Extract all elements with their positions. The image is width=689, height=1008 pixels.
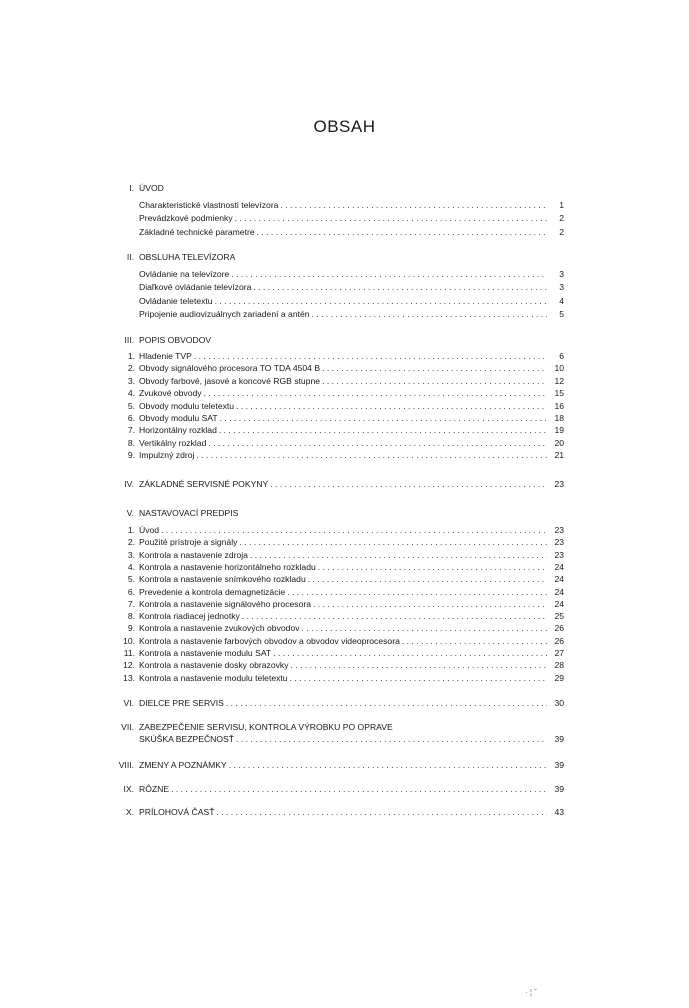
entry-number: 6.: [127, 586, 135, 597]
toc-entry: [0, 424, 689, 436]
entry-page-number: 26: [554, 623, 564, 634]
section-page-number: 39: [554, 784, 564, 794]
entry-number: 11.: [123, 648, 135, 658]
leader-dots: [220, 412, 547, 424]
leader-dots: [215, 295, 547, 307]
section-label-continued: SKÚŠKA BEZPEČNOSŤ: [139, 734, 235, 744]
section-label-text: RÔZNE: [139, 784, 170, 794]
section-number: VIII.: [118, 760, 134, 770]
section-label-text: ZMENY A POZNÁMKY: [139, 760, 227, 770]
leader-dots: [226, 697, 547, 709]
section-label: [139, 697, 547, 709]
entry-title: Kontrola a nastavenie zdroja: [139, 549, 248, 560]
leader-dots: [287, 586, 547, 598]
entry-page-number: 2: [559, 226, 564, 237]
entry-number: 8.: [127, 437, 135, 448]
toc-entry: [0, 350, 689, 362]
toc-entry: [0, 437, 689, 449]
leader-dots: [312, 308, 547, 320]
leader-dots: [318, 561, 547, 573]
section-page-number: 43: [554, 807, 564, 817]
entry-number: 5.: [127, 400, 135, 411]
entry-page-number: 20: [554, 437, 564, 448]
entry-title: Prevádzkové podmienky: [139, 213, 233, 224]
entry-page-number: 18: [554, 413, 564, 423]
entry-title: Obvody modulu teletextu: [139, 400, 235, 411]
leader-dots: [219, 424, 547, 436]
entry-title: Kontrola riadiacej jednotky: [139, 611, 240, 622]
section-page-number: 23: [554, 479, 564, 489]
leader-dots: [273, 647, 547, 659]
entry-page-number: 23: [554, 549, 564, 560]
section-label: [139, 783, 547, 795]
entry-title: Základné technické parametre: [139, 226, 255, 237]
entry-page-number: 21: [554, 450, 564, 461]
leader-dots: [236, 400, 547, 412]
toc-entry: [0, 268, 689, 280]
section-number: II.: [126, 252, 134, 262]
entry-title: Hladenie TVP: [139, 351, 192, 361]
entry-number: 7.: [127, 598, 135, 609]
section-number: IV.: [124, 479, 134, 489]
leader-dots: [235, 212, 547, 224]
leader-dots: [194, 350, 547, 362]
entry-title: Diaľkové ovládanie televízora: [139, 282, 252, 293]
section-heading: [0, 806, 689, 818]
leader-dots: [322, 362, 547, 374]
section-number: VII.: [121, 722, 134, 732]
section-label: ÚVOD: [139, 183, 164, 193]
leader-dots: [231, 268, 547, 280]
leader-dots: [402, 635, 547, 647]
toc-entry: [0, 199, 689, 211]
toc-entry: [0, 449, 689, 461]
entry-page-number: 2: [559, 213, 564, 224]
section-page-number: 39: [554, 734, 564, 744]
section-label: [139, 806, 547, 818]
leader-dots: [302, 622, 547, 634]
leader-dots: [236, 733, 547, 745]
section-page-number: 39: [554, 760, 564, 770]
entry-page-number: 23: [554, 537, 564, 548]
leader-dots: [171, 783, 547, 795]
toc-entry: [0, 226, 689, 238]
leader-dots: [161, 524, 547, 536]
section-heading: [0, 759, 689, 771]
leader-dots: [322, 375, 547, 387]
entry-title: Prevedenie a kontrola demagnetizácie: [139, 586, 286, 597]
entry-page-number: 6: [559, 351, 564, 361]
section-number: VI.: [123, 698, 134, 708]
section-number: I.: [129, 183, 134, 193]
toc-entry: [0, 647, 689, 659]
section-continuation: [0, 733, 689, 745]
section-heading: [0, 334, 689, 346]
toc-entry: [0, 362, 689, 374]
toc-entry: [0, 610, 689, 622]
entry-title: Použité prístroje a signály: [139, 537, 238, 548]
toc-entry: [0, 308, 689, 320]
leader-dots: [208, 437, 547, 449]
entry-number: 2.: [127, 537, 135, 548]
entry-title: Kontrola a nastavenie farbových obvodov a obvodov videoprocesora: [139, 635, 400, 646]
leader-dots: [270, 478, 547, 490]
entry-number: 3.: [127, 549, 135, 560]
entry-number: 7.: [127, 425, 135, 436]
entry-number: 4.: [127, 388, 135, 399]
entry-page-number: 10: [554, 363, 564, 374]
section-label: OBSLUHA TELEVÍZORA: [139, 252, 236, 262]
entry-page-number: 5: [559, 308, 564, 319]
entry-page-number: 3: [559, 282, 564, 293]
section-heading: [0, 182, 689, 194]
entry-number: 9.: [127, 450, 135, 461]
leader-dots: [250, 549, 547, 561]
entry-page-number: 24: [554, 561, 564, 572]
leader-dots: [229, 759, 547, 771]
entry-title: Kontrola a nastavenie snímkového rozkladu: [139, 574, 306, 585]
section-label: ZABEZPEČENIE SERVISU, KONTROLA VÝROBKU PO OPRAVE: [139, 722, 393, 732]
scan-marks: · ¦ ˇ: [525, 988, 537, 997]
entry-page-number: 4: [559, 295, 564, 306]
toc-entry: [0, 295, 689, 307]
section-label: NASTAVOVACÍ PREDPIS: [139, 508, 239, 518]
section-page-number: 30: [554, 698, 564, 708]
entry-page-number: 28: [554, 660, 564, 671]
entry-page-number: 19: [554, 425, 564, 436]
entry-number: 1.: [127, 525, 135, 535]
entry-title: Vertikálny rozklad: [139, 437, 207, 448]
toc-entry: [0, 635, 689, 647]
toc-entry: [0, 524, 689, 536]
page-title: OBSAH: [313, 117, 376, 136]
entry-title: Horizontálny rozklad: [139, 425, 217, 436]
entry-number: 10.: [123, 635, 135, 646]
section-heading: [0, 721, 689, 733]
entry-title: Ovládanie teletextu: [139, 295, 213, 306]
entry-number: 6.: [127, 413, 135, 423]
entry-page-number: 12: [554, 375, 564, 386]
section-label: [139, 478, 547, 490]
toc-entry: [0, 598, 689, 610]
entry-page-number: 25: [554, 611, 564, 622]
toc-entry: [0, 387, 689, 399]
entry-title: Kontrola a nastavenie signálového procesora: [139, 598, 311, 609]
toc-entry: [0, 672, 689, 684]
leader-dots: [216, 806, 547, 818]
entry-page-number: 26: [554, 635, 564, 646]
entry-number: 2.: [127, 363, 135, 374]
leader-dots: [291, 659, 547, 671]
entry-title: Kontrola a nastavenie modulu SAT: [139, 648, 272, 658]
entry-title: Obvody modulu SAT: [139, 413, 218, 423]
toc-entry: [0, 549, 689, 561]
section-label: POPIS OBVODOV: [139, 335, 212, 345]
entry-title: Zvukové obvody: [139, 388, 202, 399]
toc-entry: [0, 375, 689, 387]
section-heading: [0, 507, 689, 519]
section-heading: [0, 251, 689, 263]
entry-page-number: 15: [554, 388, 564, 399]
toc-entry: [0, 536, 689, 548]
leader-dots: [308, 573, 547, 585]
toc-entry: [0, 400, 689, 412]
section-label: [139, 759, 547, 771]
entry-number: 13.: [123, 672, 135, 683]
section-label-text: DIELCE PRE SERVIS: [139, 698, 224, 708]
entry-number: 4.: [127, 561, 135, 572]
leader-dots: [313, 598, 547, 610]
leader-dots: [239, 536, 547, 548]
leader-dots: [204, 387, 547, 399]
leader-dots: [253, 281, 547, 293]
entry-page-number: 29: [554, 672, 564, 683]
leader-dots: [257, 226, 547, 238]
toc-entry: [0, 281, 689, 293]
entry-number: 12.: [123, 660, 135, 671]
entry-number: 5.: [127, 574, 135, 585]
entry-page-number: 23: [554, 525, 564, 535]
toc-entry: [0, 659, 689, 671]
leader-dots: [196, 449, 547, 461]
entry-page-number: 27: [554, 648, 564, 658]
entry-page-number: 16: [554, 400, 564, 411]
section-label-text: PRÍLOHOVÁ ČASŤ: [139, 807, 215, 817]
section-heading: [0, 697, 689, 709]
leader-dots: [290, 672, 547, 684]
section-heading: [0, 478, 689, 490]
entry-title: Kontrola a nastavenie zvukových obvodov: [139, 623, 300, 634]
entry-page-number: 24: [554, 598, 564, 609]
toc-entry: [0, 586, 689, 598]
entry-number: 1.: [127, 351, 135, 361]
entry-title: Úvod: [139, 525, 160, 535]
entry-number: 9.: [127, 623, 135, 634]
section-number: X.: [125, 807, 134, 817]
toc-entry: [0, 622, 689, 634]
entry-title: Impulzný zdroj: [139, 450, 195, 461]
section-number: V.: [126, 508, 134, 518]
entry-number: 8.: [127, 611, 135, 622]
entry-page-number: 3: [559, 269, 564, 279]
leader-dots: [242, 610, 547, 622]
section-number: III.: [124, 335, 134, 345]
entry-title: Kontrola a nastavenie modulu teletextu: [139, 672, 288, 683]
leader-dots: [280, 199, 547, 211]
section-heading: [0, 783, 689, 795]
section-label-text: ZÁKLADNÉ SERVISNÉ POKYNY: [139, 479, 269, 489]
entry-number: 3.: [127, 375, 135, 386]
entry-title: Charakteristické vlastnosti televízora: [139, 200, 279, 210]
entry-title: Obvody signálového procesora TO TDA 4504 B: [139, 363, 321, 374]
entry-title: Kontrola a nastavenie dosky obrazovky: [139, 660, 289, 671]
toc-entry: [0, 212, 689, 224]
toc-entry: [0, 412, 689, 424]
entry-title: Obvody farbové, jasové a koncové RGB stupne: [139, 375, 321, 386]
entry-title: Ovládanie na televízore: [139, 269, 230, 279]
entry-title: Pripojenie audiovizuálnych zariadení a antén: [139, 308, 310, 319]
section-number: IX.: [123, 784, 134, 794]
entry-page-number: 24: [554, 586, 564, 597]
toc-entry: [0, 561, 689, 573]
entry-title: Kontrola a nastavenie horizontálneho rozkladu: [139, 561, 316, 572]
entry-page-number: 1: [559, 200, 564, 210]
entry-page-number: 24: [554, 574, 564, 585]
toc-entry: [0, 573, 689, 585]
